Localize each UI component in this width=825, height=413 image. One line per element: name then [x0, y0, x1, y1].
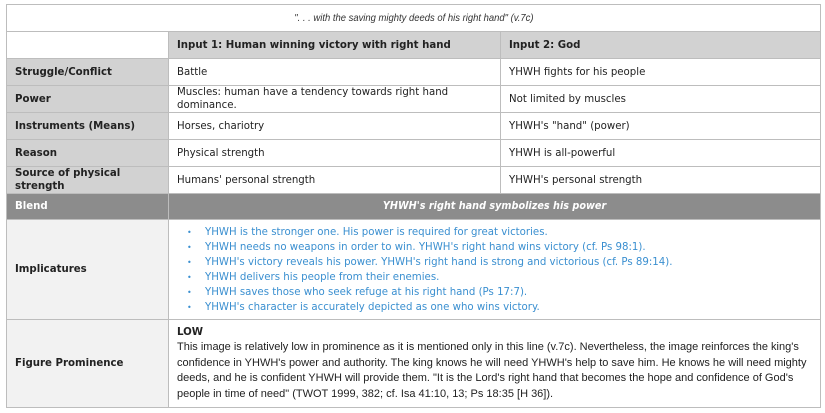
- implicatures-list: [177, 225, 812, 315]
- list-item: • YHWH is the stronger one. His power is required for great victories.: [187, 225, 812, 240]
- blend-label: Blend: [7, 194, 169, 220]
- implicatures-label: Implicatures: [7, 220, 169, 320]
- header-blank-cell: [7, 32, 169, 59]
- header-row: [7, 32, 821, 59]
- input1-cell: Physical strength: [169, 140, 501, 167]
- blend-value: [169, 194, 821, 220]
- table-row: [7, 59, 821, 86]
- row-label: Struggle/Conflict: [7, 59, 169, 86]
- input1-cell: Horses, chariotry: [169, 113, 501, 140]
- implicatures-row: [7, 220, 821, 320]
- input2-cell: YHWH's "hand" (power): [501, 113, 821, 140]
- caption-row: [7, 5, 821, 32]
- input2-cell: YHWH fights for his people: [501, 59, 821, 86]
- input2-cell: YHWH is all-powerful: [501, 140, 821, 167]
- blend-analysis-table: [6, 4, 821, 408]
- prominence-row: [7, 320, 821, 408]
- input1-cell: Battle: [169, 59, 501, 86]
- list-item: • YHWH's victory reveals his power. YHWH's right hand is strong and victorious (cf. Ps 89:14).: [187, 255, 812, 270]
- row-label: Reason: [7, 140, 169, 167]
- table-row: [7, 86, 821, 113]
- prominence-level: LOW: [177, 327, 204, 338]
- row-label: Source of physical strength: [7, 167, 169, 194]
- verse-caption-text: ". . . with the saving mighty deeds of his right hand" (v.7c): [293, 11, 534, 24]
- blend-value-text: YHWH's right hand symbolizes his power: [382, 201, 607, 212]
- input1-cell: Humans' personal strength: [169, 167, 501, 194]
- table-row: [7, 113, 821, 140]
- verse-caption: [7, 5, 821, 32]
- implicatures-cell: [169, 220, 821, 320]
- list-item: • YHWH needs no weapons in order to win. YHWH's right hand wins victory (cf. Ps 98:1).: [187, 240, 812, 255]
- prominence-cell: [169, 320, 821, 408]
- prominence-text: This image is relatively low in prominence as it is mentioned only in this line (v.7c). Nevertheless, the image reinforces the king's confidence in YHWH's power and authority. The king knows he will need YHWH's help to save him. He knows he will need mighty deeds, and he is confident YHWH will provide them. "It is the Lord's right hand that becomes the hope and confidence of God's people in time of need" (TWOT 1999, 382; cf. Isa 41:10, 13; Ps 18:35 [H 36]).: [177, 341, 807, 400]
- row-label: Power: [7, 86, 169, 113]
- list-item: • YHWH's character is accurately depicted as one who wins victory.: [187, 300, 812, 315]
- list-item: • YHWH delivers his people from their enemies.: [187, 270, 812, 285]
- list-item: • YHWH saves those who seek refuge at his right hand (Ps 17:7).: [187, 285, 812, 300]
- header-input1: Input 1: Human winning victory with right hand: [169, 32, 501, 59]
- header-input2: Input 2: God: [501, 32, 821, 59]
- blend-row: [7, 194, 821, 220]
- input1-cell: Muscles: human have a tendency towards right hand dominance.: [169, 86, 501, 113]
- input2-cell: YHWH's personal strength: [501, 167, 821, 194]
- row-label: Instruments (Means): [7, 113, 169, 140]
- prominence-label: Figure Prominence: [7, 320, 169, 408]
- table-row: [7, 167, 821, 194]
- input2-cell: Not limited by muscles: [501, 86, 821, 113]
- table-row: [7, 140, 821, 167]
